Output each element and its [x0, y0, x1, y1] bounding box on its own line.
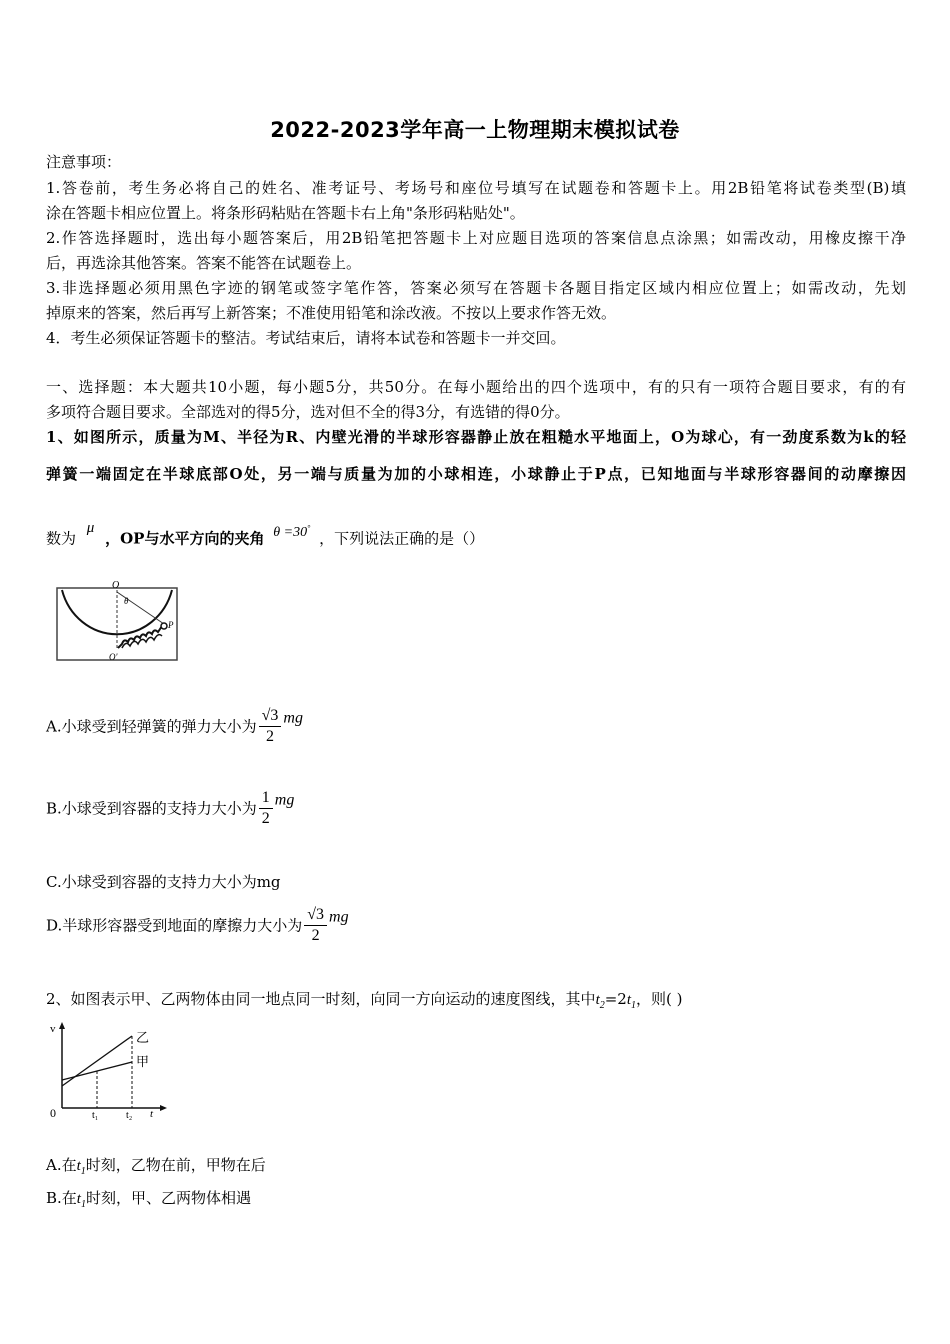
- notice-item: 1.答卷前，考生务必将自己的姓名、准考证号、考场号和座位号填写在试题卷和答题卡上。用2B铅笔将试卷类型(B)填: [46, 179, 906, 197]
- page-title: 2022-2023学年高一上物理期末模拟试卷: [270, 118, 680, 142]
- hemisphere-figure: [52, 578, 182, 664]
- v-label: v: [50, 1023, 56, 1035]
- q2-option-a: A.在$t_1$时刻，乙物在前，甲物在后: [46, 1156, 266, 1177]
- t-axis-arrow: [160, 1105, 167, 1111]
- q1-option-d: D.半球形容器受到地面的摩擦力大小为 $\frac{√3}{2}$ mg: [46, 906, 349, 944]
- label-theta: θ: [124, 596, 129, 606]
- q1-option-c: C.小球受到容器的支持力大小为mg: [46, 873, 281, 891]
- notice-item: 后，再选涂其他答案。答案不能答在试题卷上。: [46, 254, 362, 272]
- notice-item: 4．考生必须保证答题卡的整洁。考试结束后，请将本试卷和答题卡一并交回。: [46, 329, 566, 347]
- notice-item: 掉原来的答案，然后再写上新答案；不准使用铅笔和涂改液。不按以上要求作答无效。: [46, 304, 617, 322]
- t2-label: t₂: [126, 1110, 133, 1120]
- label-P: P: [168, 620, 174, 630]
- q1-stem: 1、如图所示，质量为M、半径为R、内壁光滑的半球形容器静止放在粗糙水平地面上，O为球心，有一劲度系数为k的轻: [46, 428, 906, 446]
- q1-text: ，OP与水平方向的夹角: [105, 529, 265, 548]
- origin-label: 0: [50, 1106, 56, 1120]
- t-label: t: [150, 1108, 154, 1120]
- section-heading: 一、选择题：本大题共10小题，每小题5分，共50分。在每小题给出的四个选项中，有的只有一项符合题目要求，有的有: [46, 378, 906, 396]
- section-heading-cont: 多项符合题目要求。全部选对的得5分，选对但不全的得3分，有选错的得0分。: [46, 403, 570, 421]
- q2-option-b: B.在$t_1$时刻，甲、乙两物体相遇: [46, 1189, 251, 1210]
- jia-label: 甲: [136, 1054, 150, 1069]
- q1-text: ，下列说法正确的是（）: [319, 529, 485, 548]
- q2-stem: 2、如图表示甲、乙两物体由同一地点同一时刻，向同一方向运动的速度图线，其中$t_2=2t_1$，则( ): [46, 990, 683, 1011]
- label-O: O: [112, 580, 120, 591]
- v-axis-arrow: [59, 1022, 65, 1029]
- q1-stem-line3: [46, 519, 485, 551]
- notice-heading: 注意事项：: [46, 153, 122, 171]
- ball: [161, 623, 167, 629]
- q1-option-b: B.小球受到容器的支持力大小为 $\frac{1}{2}$ mg: [46, 789, 295, 827]
- q1-option-a: A.小球受到轻弹簧的弹力大小为 $\frac{√3}{2}$ mg: [46, 707, 303, 745]
- t1-label: t₁: [92, 1110, 99, 1120]
- notice-item: 涂在答题卡相应位置上。将条形码粘贴在答题卡右上角"条形码粘贴处"。: [46, 204, 525, 222]
- theta-value: θ =30°: [273, 523, 311, 540]
- q1-text: 数为: [46, 529, 77, 548]
- velocity-graph: [42, 1020, 172, 1120]
- notice-item: 2.作答选择题时，选出每小题答案后，用2B铅笔把答题卡上对应题目选项的答案信息点涂黑；如需改动，用橡皮擦干净: [46, 229, 906, 247]
- mu-symbol: μ: [86, 519, 95, 536]
- figure-frame: [57, 588, 177, 660]
- label-O2: O': [109, 652, 118, 662]
- notice-item: 3.非选择题必须用黑色字迹的钢笔或签字笔作答，答案必须写在答题卡各题目指定区域内相应位置上；如需改动，先划: [46, 279, 906, 297]
- yi-label: 乙: [136, 1030, 150, 1045]
- q1-stem: 弹簧一端固定在半球底部O处，另一端与质量为加的小球相连，小球静止于P点，已知地面与半球形容器间的动摩擦因: [46, 465, 906, 483]
